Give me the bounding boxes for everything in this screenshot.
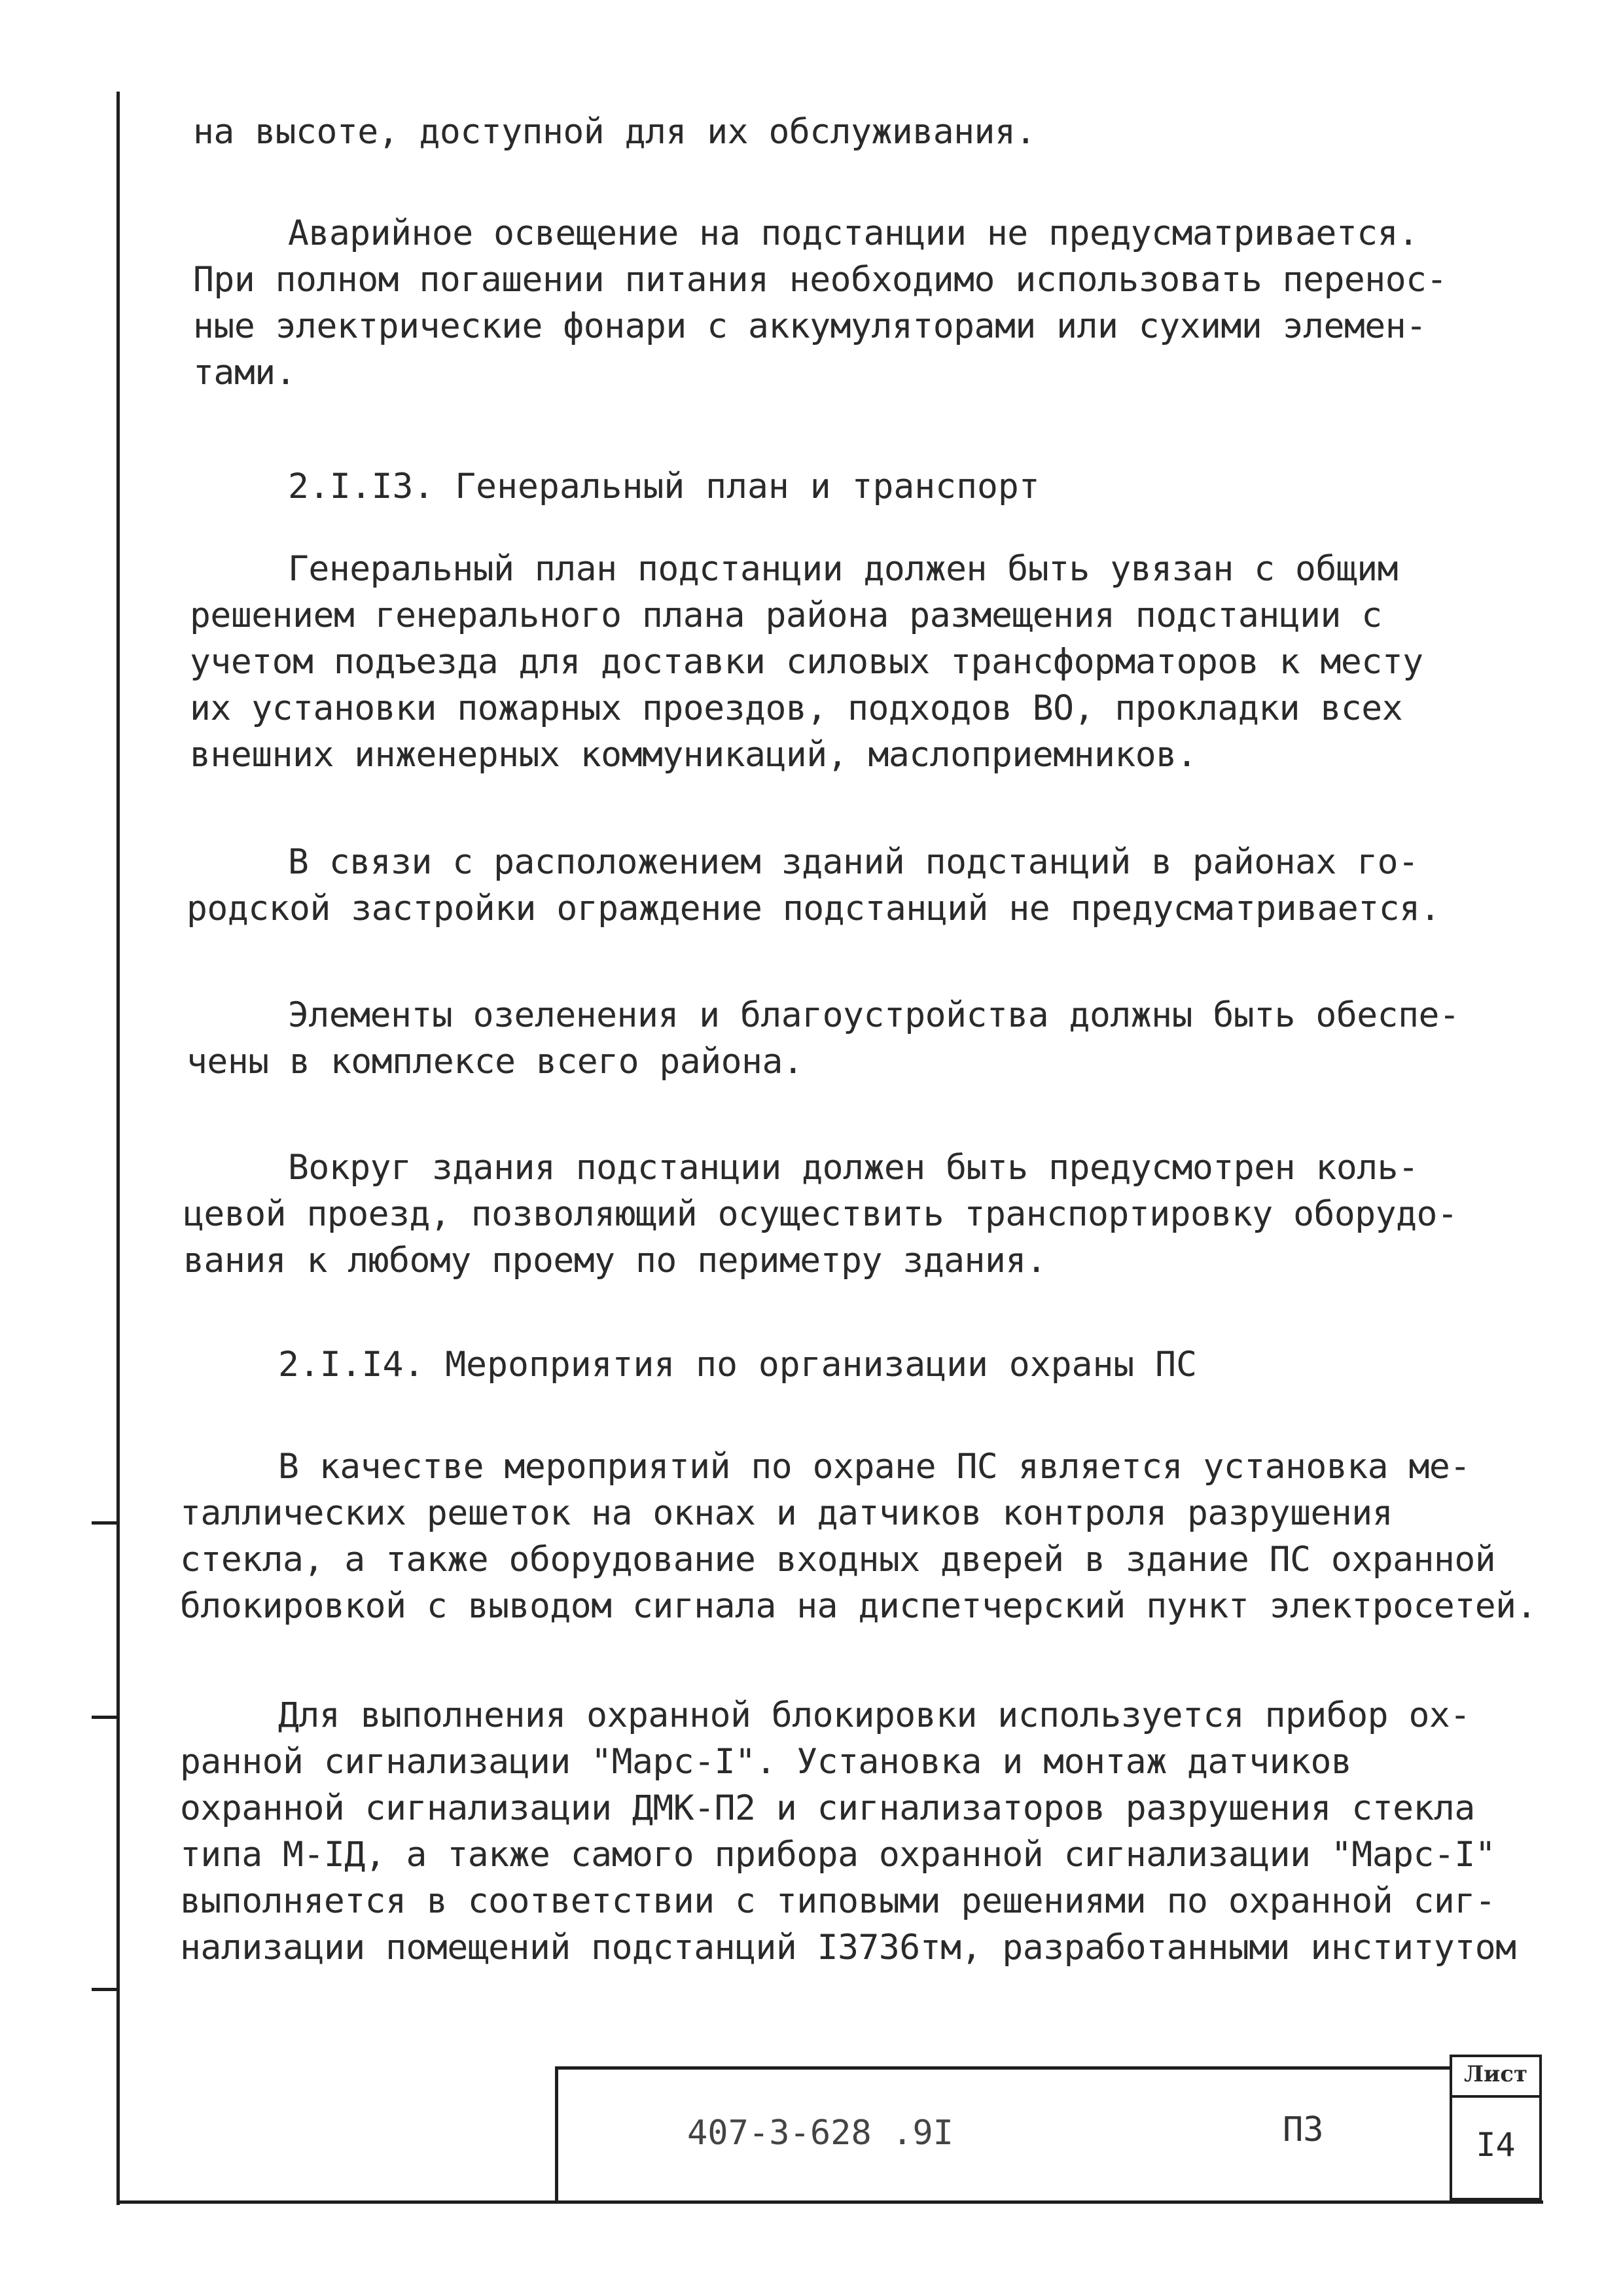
- body-text-line: их установки пожарных проездов, подходов ВО, прокладки всех: [190, 688, 1403, 728]
- body-text-line: решением генерального плана района размещения подстанции с: [190, 595, 1382, 635]
- body-text-line: блокировкой с выводом сигнала на диспетчерский пункт электросетей.: [180, 1586, 1537, 1626]
- sheet-box-divider: [1452, 2095, 1539, 2098]
- body-text-line: стекла, а также оборудование входных дверей в здание ПС охранной: [180, 1540, 1496, 1580]
- sheet-number: I4: [1476, 2126, 1516, 2164]
- body-text-line: В качестве мероприятий по охране ПС является установка ме-: [278, 1447, 1471, 1487]
- body-text-line: таллических решеток на окнах и датчиков контроля разрушения: [180, 1493, 1393, 1533]
- body-text-line: охранной сигнализации ДМК-П2 и сигнализаторов разрушения стекла: [180, 1788, 1475, 1828]
- body-text-line: В связи с расположением зданий подстанций в районах го-: [288, 842, 1419, 882]
- document-code: 407-3-628 .9I: [687, 2113, 954, 2153]
- body-text-line: Вокруг здания подстанции должен быть предусмотрен коль-: [288, 1148, 1419, 1188]
- body-text-line: чены в комплексе всего района.: [187, 1042, 804, 1082]
- frame-margin-tick: [92, 1988, 119, 1991]
- frame-margin-tick: [92, 1716, 119, 1719]
- body-text-line: типа М-ІД, а также самого прибора охранной сигнализации "Марс-I": [180, 1835, 1496, 1875]
- body-text-line: цевой проезд, позволяющий осуществить транспортировку оборудо-: [183, 1194, 1458, 1234]
- body-text-line: на высоте, доступной для их обслуживания.: [193, 112, 1036, 152]
- body-text-line: родской застройки ограждение подстанций не предусматривается.: [187, 889, 1440, 928]
- body-text-line: вания к любому проему по периметру здания.: [183, 1241, 1047, 1280]
- body-text-line: учетом подъезда для доставки силовых трансформаторов к месту: [190, 642, 1423, 682]
- frame-bottom-border: [116, 2200, 1543, 2204]
- body-text-line: При полном погашении питания необходимо использовать перенос-: [193, 260, 1447, 300]
- body-text-line: тами.: [193, 353, 296, 393]
- sheet-number-box: [1450, 2055, 1542, 2200]
- document-type: ПЗ: [1283, 2110, 1324, 2149]
- frame-left-border: [116, 92, 120, 2205]
- body-text-line: внешних инженерных коммуникаций, маслоприемников.: [190, 735, 1198, 775]
- body-text-line: ные электрические фонари с аккумуляторами или сухими элемен-: [193, 306, 1427, 346]
- frame-margin-tick: [92, 1521, 119, 1525]
- body-text-line: Элементы озеленения и благоустройства должны быть обеспе-: [288, 995, 1460, 1035]
- body-text-line: ранной сигнализации "Марс-I". Установка и монтаж датчиков: [180, 1742, 1352, 1782]
- section-heading: 2.I.I3. Генеральный план и транспорт: [288, 467, 1040, 506]
- body-text-line: выполняется в соответствии с типовыми решениями по охранной сиг-: [180, 1881, 1496, 1921]
- body-text-line: Генеральный план подстанции должен быть увязан с общим: [288, 549, 1399, 589]
- body-text-line: нализации помещений подстанций I3736тм, разработанными институтом: [180, 1928, 1516, 1968]
- body-text-line: Для выполнения охранной блокировки используется прибор ох-: [278, 1695, 1471, 1735]
- sheet-label: Лист: [1463, 2061, 1528, 2087]
- body-text-line: Аварийное освещение на подстанции не предусматривается.: [288, 213, 1419, 253]
- section-heading: 2.I.I4. Мероприятия по организации охраны ПС: [278, 1345, 1197, 1385]
